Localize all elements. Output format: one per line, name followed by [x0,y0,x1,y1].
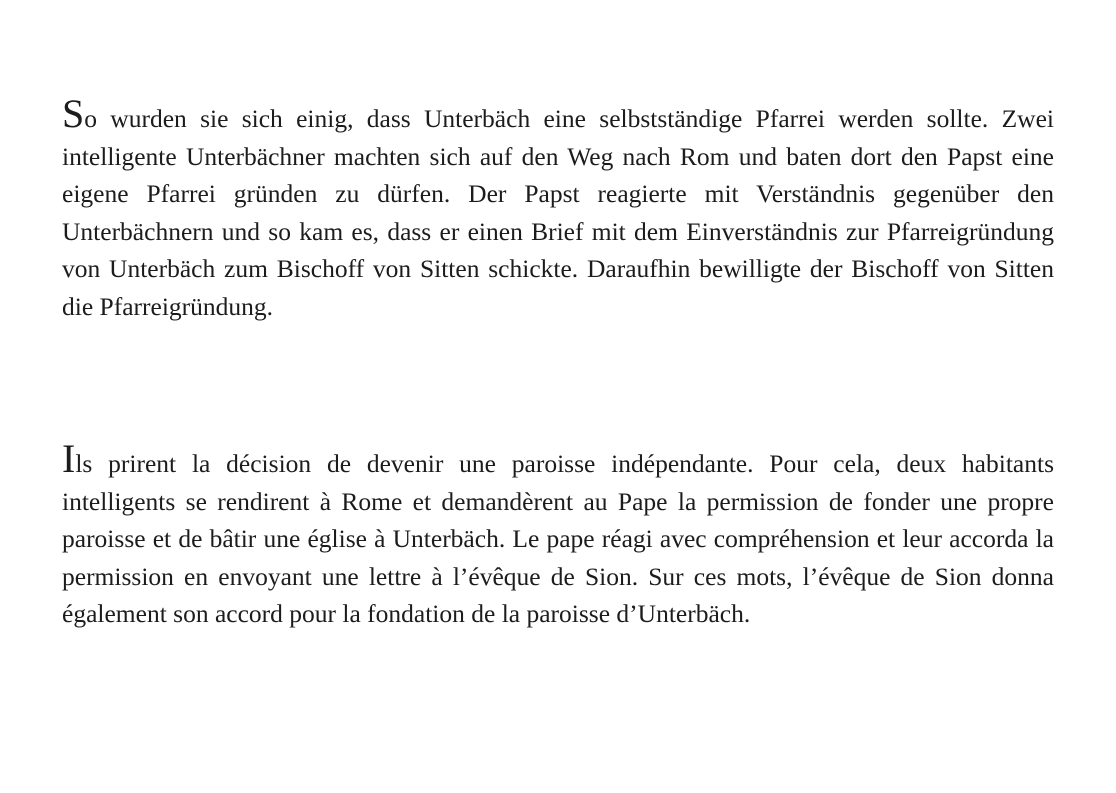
drop-initial-french: I [62,436,76,481]
drop-initial-german: S [62,91,85,136]
paragraph-french [62,436,1054,633]
paragraph-german [62,91,1054,326]
paragraph-french-text: ls prirent la décision de devenir une paroisse indépendante. Pour cela, deux habitants intelligents se rendirent à Rome et demandèrent au Pape la permission de fonder une propre paroisse et de bâtir une église à Unterbäch. Le pape réagi avec compréhension et leur accorda la permission en envoyant une lettre à l’évêque de Sion. Sur ces mots, l’évêque de Sion donna également son accord pour la fondation de la paroisse d’Unterbäch. [62,449,1054,629]
paragraph-german-text: o wurden sie sich einig, dass Unterbäch eine selbstständige Pfarrei werden sollte. Zwei intelligente Unterbächner machten sich auf den Weg nach Rom und baten dort den Papst eine eigene Pfarrei gründen zu dürfen. Der Papst reagierte mit Verständnis gegenüber den Unterbächnern und so kam es, dass er einen Brief mit dem Einverständnis zur Pfarreigründung von Unterbäch zum Bischoff von Sitten schickte. Daraufhin bewilligte der Bischoff von Sitten die Pfarreigründung. [62,104,1054,321]
